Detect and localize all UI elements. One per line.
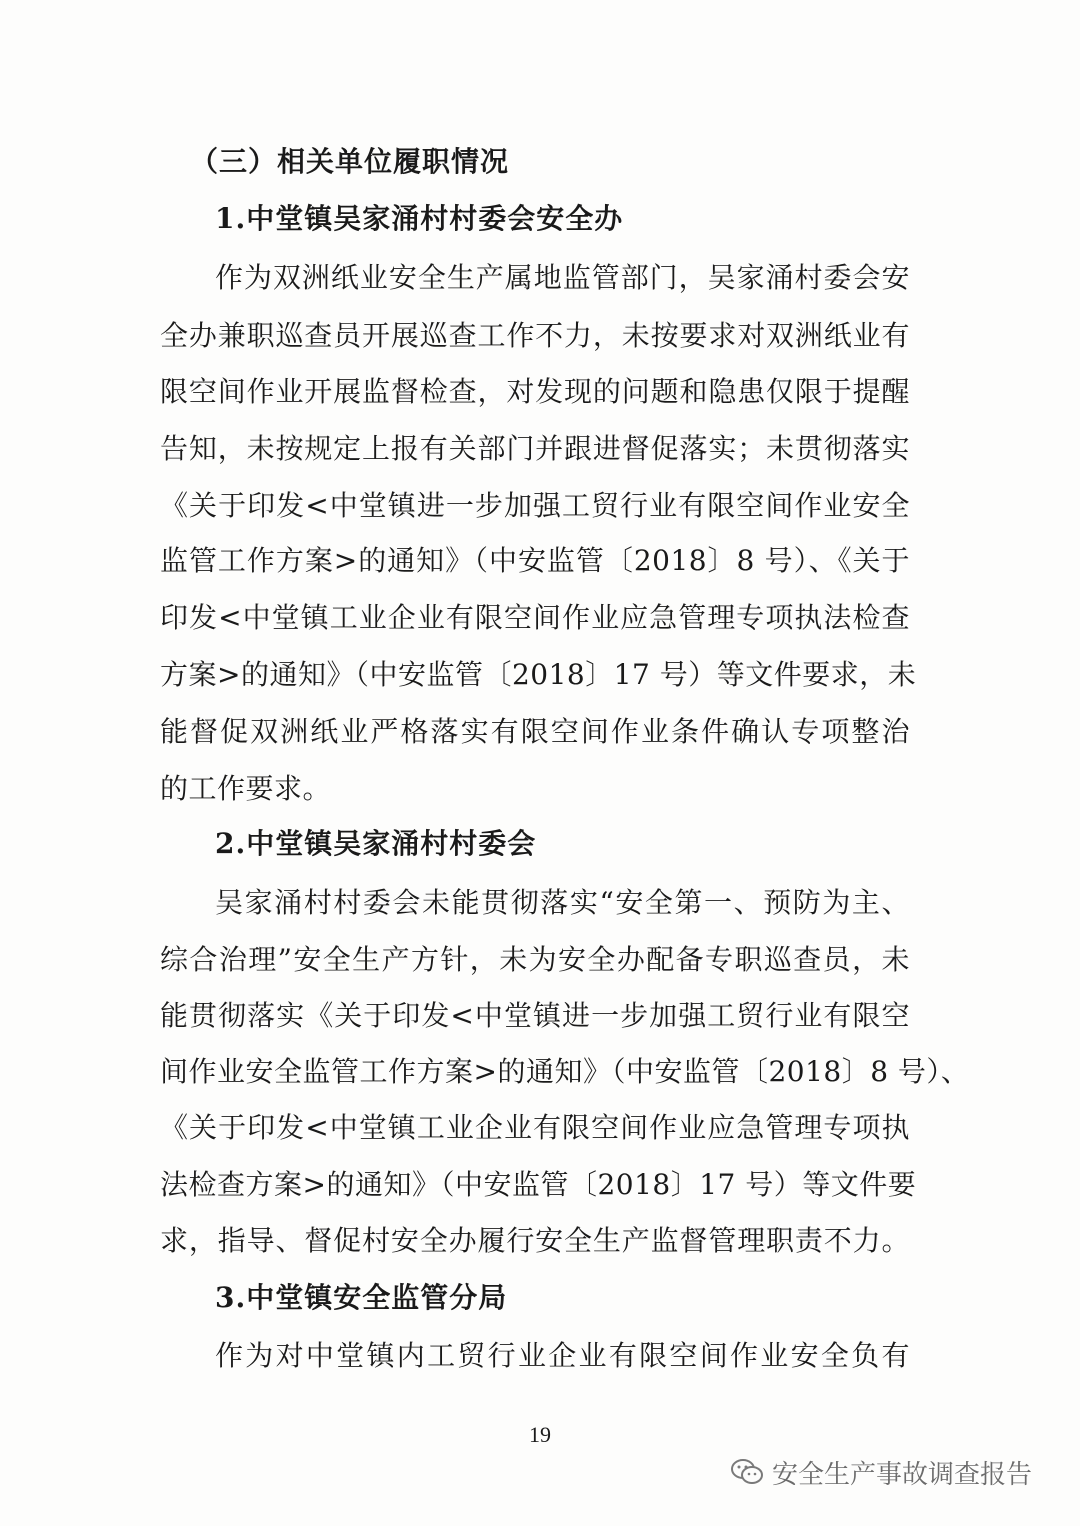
section-heading: （三）相关单位履职情况 [190, 145, 510, 178]
subsection-heading-1: 1.中堂镇吴家涌村村委会安全办 [215, 202, 624, 235]
paragraph-line: 吴家涌村村委会未能贯彻落实“安全第一、预防为主、 [215, 886, 910, 919]
paragraph-line: 限空间作业开展监督检查，对发现的问题和隐患仅限于提醒 [160, 375, 910, 408]
paragraph-line: 间作业安全监管工作方案>的通知》（中安监管〔2018〕8 号）、 [160, 1055, 970, 1088]
paragraph-line: 《关于印发<中堂镇工业企业有限空间作业应急管理专项执 [160, 1111, 910, 1144]
source-watermark [730, 1452, 1032, 1492]
paragraph-line: 能督促双洲纸业严格落实有限空间作业条件确认专项整治 [160, 715, 910, 748]
paragraph-line: 全办兼职巡查员开展巡查工作不力，未按要求对双洲纸业有 [160, 319, 910, 352]
page-number: 19 [529, 1422, 551, 1447]
wechat-icon [730, 1458, 764, 1486]
paragraph-line: 告知，未按规定上报有关部门并跟进督促落实；未贯彻落实 [160, 432, 910, 465]
subsection-heading-3: 3.中堂镇安全监管分局 [215, 1281, 508, 1314]
paragraph-line: 综合治理”安全生产方针，未为安全办配备专职巡查员，未 [160, 943, 910, 976]
paragraph-line: 监管工作方案>的通知》（中安监管〔2018〕8 号）、《关于 [160, 544, 910, 577]
paragraph-line: 法检查方案>的通知》（中安监管〔2018〕17 号）等文件要 [160, 1168, 917, 1201]
watermark-text: 安全生产事故调查报告 [772, 1459, 1033, 1490]
paragraph-line: 方案>的通知》（中安监管〔2018〕17 号）等文件要求，未 [160, 658, 917, 691]
subsection-heading-2: 2.中堂镇吴家涌村村委会 [215, 827, 537, 860]
paragraph-line: 作为双洲纸业安全生产属地监管部门，吴家涌村委会安 [215, 261, 910, 294]
paragraph-line: 印发<中堂镇工业企业有限空间作业应急管理专项执法检查 [160, 601, 910, 634]
paragraph-line: 求，指导、督促村安全办履行安全生产监督管理职责不力。 [160, 1224, 910, 1257]
paragraph-line: 《关于印发<中堂镇进一步加强工贸行业有限空间作业安全 [160, 489, 910, 522]
paragraph-line: 能贯彻落实《关于印发<中堂镇进一步加强工贸行业有限空 [160, 999, 910, 1032]
paragraph-line: 作为对中堂镇内工贸行业企业有限空间作业安全负有 [215, 1339, 910, 1372]
paragraph-line: 的工作要求。 [160, 772, 332, 805]
